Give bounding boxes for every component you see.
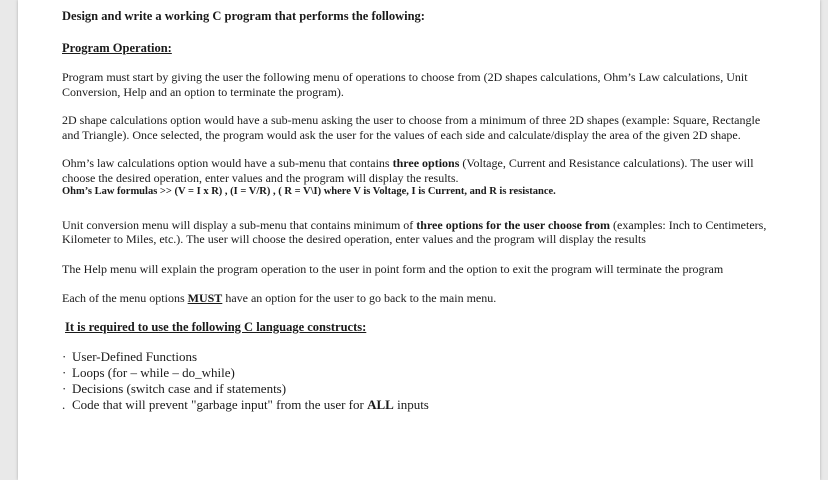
bullet-marker: · — [62, 365, 67, 380]
paragraph-unit-conversion — [62, 218, 772, 247]
document-content — [62, 6, 772, 413]
list-item-text: Decisions (switch case and if statements) — [72, 381, 287, 396]
list-item — [62, 349, 772, 365]
ohms-law-formulas: Ohm’s Law formulas >> (V = I x R) , (I = V/R) , ( R = V\I) where V is Voltage, I is Current, and R is resistance. — [62, 186, 556, 197]
paragraph-2d-shapes: 2D shape calculations option would have a sub-menu asking the user to choose from a minimum of three 2D shapes (example: Square, Rectangle and Triangle). Once selected, the program would ask the user for the values of each side and calculate/display the area of the given 2D shape. — [62, 113, 761, 142]
paragraph-ohms-law — [62, 156, 772, 185]
list-item — [62, 381, 772, 397]
ohms-law-text-after: (Voltage, Current and Resistance calculations). The user will choose the desired operation, enter values and the program will display the results. — [62, 156, 754, 185]
list-item — [62, 397, 772, 413]
document-title: Design and write a working C program that performs the following: — [62, 9, 425, 23]
constructs-heading: It is required to use the following C language constructs: — [65, 319, 367, 334]
list-item-text-after: inputs — [393, 397, 429, 412]
bullet-marker: . — [62, 397, 66, 412]
program-operation-heading: Program Operation: — [62, 40, 172, 55]
constructs-list — [62, 349, 772, 413]
ohms-law-bold-text: three options — [392, 156, 460, 170]
unit-conversion-bold-text: three options for the user choose from — [416, 217, 611, 232]
bullet-marker: · — [62, 349, 67, 364]
paragraph-menu: Program must start by giving the user the following menu of operations to choose from (2D shapes calculations, Ohm’s Law calculations, Unit Conversion, Help and an option to terminate the program). — [62, 70, 748, 99]
list-item-text: User-Defined Functions — [72, 349, 198, 364]
ohms-law-text-before: Ohm’s law calculations option would have a sub-menu that contains — [62, 156, 393, 170]
paragraph-help: The Help menu will explain the program operation to the user in point form and the option to exit the program will terminate the program — [62, 261, 724, 276]
list-item — [62, 365, 772, 381]
bullet-marker: · — [62, 381, 67, 396]
all-emphasis: ALL — [367, 397, 394, 412]
paragraph-back-to-menu — [62, 291, 772, 306]
unit-conversion-text-before: Unit conversion menu will display a sub-menu that contains minimum of — [62, 217, 417, 232]
must-emphasis: MUST — [187, 291, 223, 305]
back-to-menu-text-before: Each of the menu options — [62, 291, 188, 305]
unit-conversion-text-after: (examples: Inch to Centimeters, Kilometer to Miles, etc.). The user will choose the desired operation, enter values and the program will display the results — [62, 217, 767, 246]
back-to-menu-text-after: have an option for the user to go back to the main menu. — [222, 291, 497, 305]
list-item-text: Loops (for – while – do_while) — [72, 365, 235, 380]
list-item-text: Code that will prevent "garbage input" from the user for — [72, 397, 368, 412]
document-page — [18, 0, 820, 480]
